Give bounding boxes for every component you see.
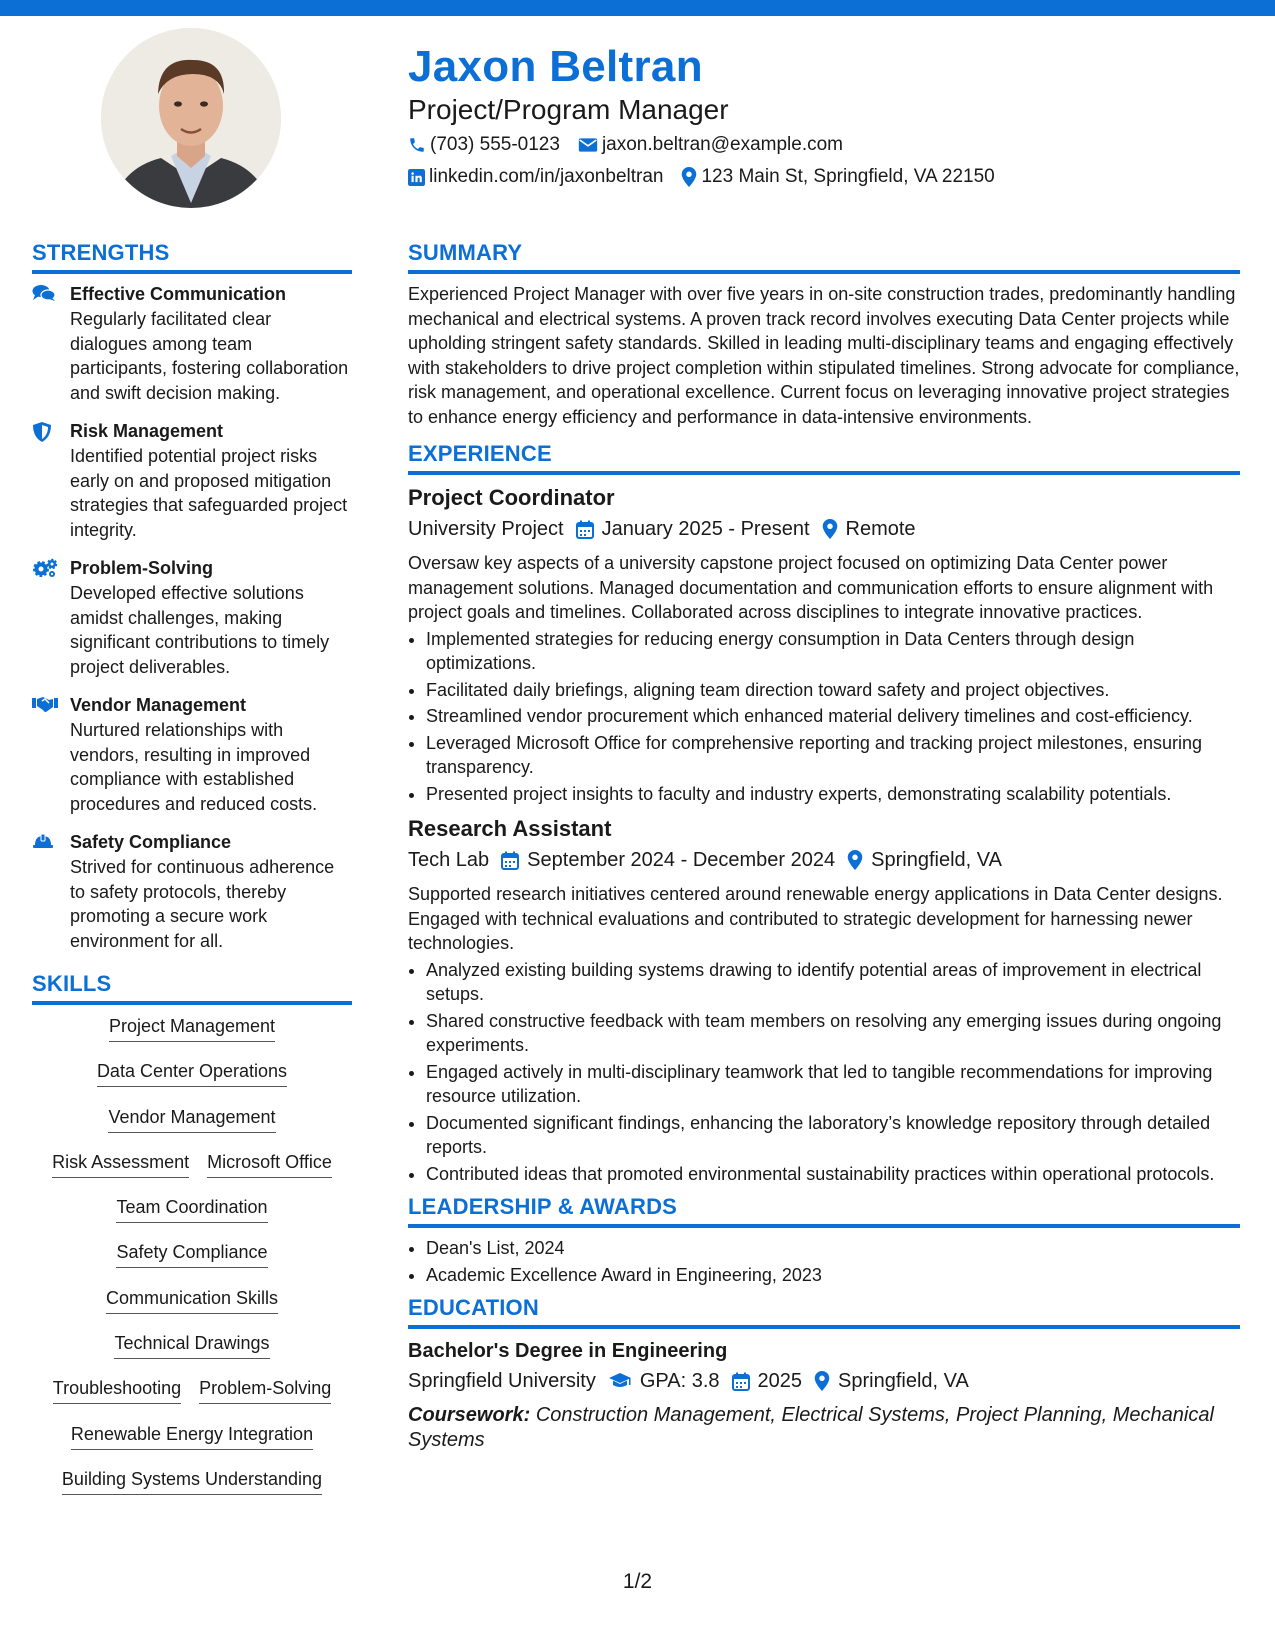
map-pin-icon (814, 1371, 830, 1391)
skills-section (32, 971, 352, 1511)
job-bullets (408, 958, 1240, 1187)
job-meta (408, 844, 1240, 876)
email-text: jaxon.beltran@example.com (601, 134, 844, 155)
award-item: • Academic Excellence Award in Engineering, 2023 (426, 1263, 1240, 1288)
contact-row-2 (408, 166, 1013, 188)
job-title: Project Coordinator (408, 485, 615, 510)
strength-title: Vendor Management (70, 695, 247, 715)
phone-contact[interactable] (408, 134, 560, 156)
skill-tag: Problem-Solving (199, 1375, 331, 1404)
job-bullet: • Leveraged Microsoft Office for comprehensive reporting and tracking project milestones, ensuring transparency. (426, 731, 1240, 780)
education-heading: EDUCATION (408, 1295, 1240, 1329)
strength-title: Risk Management (70, 421, 224, 441)
graduation-year: 2025 (757, 1370, 803, 1392)
job-bullets (408, 627, 1240, 807)
summary-heading: SUMMARY (408, 240, 1240, 274)
strength-title: Problem-Solving (70, 558, 214, 578)
handshake-icon (32, 695, 58, 713)
experience-heading: EXPERIENCE (408, 441, 1240, 475)
candidate-title: Project/Program Manager (408, 94, 729, 125)
profile-photo (101, 28, 281, 208)
address-text: 123 Main St, Springfield, VA 22150 (701, 166, 995, 187)
strength-desc: Identified potential project risks early on and proposed mitigation strategies that safeguarded project integrity. (70, 446, 348, 540)
strength-desc: Regularly facilitated clear dialogues among team participants, fostering collaboration and swift decision making. (70, 309, 349, 403)
job-title: Research Assistant (408, 816, 612, 841)
school-location: Springfield, VA (838, 1370, 969, 1392)
skill-tag: Safety Compliance (116, 1239, 267, 1268)
job-dates: January 2025 - Present (601, 518, 810, 540)
left-column (32, 240, 352, 1511)
job-bullet: • Implemented strategies for reducing energy consumption in Data Centers through design optimizations. (426, 627, 1240, 676)
job-description: Oversaw key aspects of a university capstone project focused on optimizing Data Center power management solutions. Managed documentation and communication efforts to ensure alignment with project goals and timelines. Collaborated across disciplines to integrate innovative practices. (408, 553, 1214, 622)
linkedin-icon (408, 169, 425, 186)
skill-tag: Troubleshooting (53, 1375, 181, 1404)
calendar-icon (732, 1372, 750, 1391)
coursework (408, 1403, 1240, 1453)
envelope-icon (578, 137, 598, 153)
school-name: Springfield University (408, 1370, 596, 1392)
address-contact (681, 166, 994, 188)
strength-item (32, 419, 352, 542)
strength-item (32, 830, 352, 953)
skill-tag: Vendor Management (108, 1104, 275, 1133)
job-bullet: • Shared constructive feedback with team members on resolving any emerging issues during ongoing experiments. (426, 1009, 1240, 1058)
linkedin-contact[interactable] (408, 166, 663, 188)
candidate-name: Jaxon Beltran (408, 42, 703, 91)
awards-list (408, 1236, 1240, 1287)
email-contact[interactable] (578, 134, 843, 156)
strength-desc: Developed effective solutions amidst challenges, making significant contributions to timely project deliverables. (70, 583, 330, 677)
skill-tag: Communication Skills (106, 1285, 278, 1314)
job-bullet: • Streamlined vendor procurement which enhanced material delivery timelines and cost-efficiency. (426, 704, 1240, 729)
skills-list (32, 1013, 352, 1511)
right-column (408, 240, 1240, 1453)
strength-desc: Strived for continuous adherence to safety protocols, thereby promoting a secure work environment for all. (70, 857, 335, 951)
job-location: Springfield, VA (871, 849, 1002, 871)
skill-tag: Data Center Operations (97, 1058, 287, 1087)
degree-title: Bachelor's Degree in Engineering (408, 1340, 728, 1362)
award-item: • Dean's List, 2024 (426, 1236, 1240, 1261)
job-bullet: • Analyzed existing building systems drawing to identify potential areas of improvement in electrical setups. (426, 958, 1240, 1007)
contact-row-1 (408, 134, 861, 156)
skill-tag: Renewable Energy Integration (71, 1421, 313, 1450)
coursework-label: Coursework: (408, 1404, 531, 1426)
job-bullet: • Presented project insights to faculty and industry experts, demonstrating scalability potentials. (426, 782, 1240, 807)
map-pin-icon (822, 519, 838, 539)
shield-icon (32, 421, 52, 443)
strengths-list (32, 282, 352, 953)
job-org: University Project (408, 518, 564, 540)
map-pin-icon (681, 167, 697, 187)
job-bullet: • Contributed ideas that promoted environmental sustainability practices within operational protocols. (426, 1162, 1240, 1187)
skill-tag: Team Coordination (116, 1194, 267, 1223)
strength-item (32, 556, 352, 679)
page-number: 1/2 (622, 1570, 653, 1593)
strength-item (32, 282, 352, 405)
skills-heading: SKILLS (32, 971, 352, 1005)
skill-tag: Project Management (109, 1013, 275, 1042)
skill-tag: Technical Drawings (114, 1330, 269, 1359)
job-description: Supported research initiatives centered around renewable energy applications in Data Center designs. Engaged with technical evaluations and contributed to strategic development for harnessing newer technologies. (408, 884, 1223, 953)
summary-text: Experienced Project Manager with over five years in on-site construction trades, predominantly handling mechanical and electrical systems. A proven track record involves executing Data Center projects while upholding stringent safety standards. Skilled in leading multi-disciplinary teams and engaging effectively with stakeholders to drive project completion within stipulated timelines. Strong advocate for compliance, risk management, and operational excellence. Current focus on leveraging innovative project strategies to enhance energy efficiency and performance in data-intensive environments. (408, 284, 1240, 427)
gears-icon (32, 558, 58, 578)
job-location: Remote (845, 518, 916, 540)
job-org: Tech Lab (408, 849, 490, 871)
coursework-list: Construction Management, Electrical Systems, Project Planning, Mechanical Systems (408, 1404, 1214, 1451)
linkedin-text: linkedin.com/in/jaxonbeltran (429, 166, 664, 187)
comments-icon (32, 284, 56, 302)
job-meta (408, 513, 1240, 545)
strength-desc: Nurtured relationships with vendors, resulting in improved compliance with established procedures and reduced costs. (70, 720, 318, 814)
strengths-heading: STRENGTHS (32, 240, 352, 274)
skill-tag: Microsoft Office (207, 1149, 332, 1178)
phone-text: (703) 555-0123 (430, 134, 560, 155)
phone-icon (408, 136, 426, 154)
map-pin-icon (847, 850, 863, 870)
strength-title: Effective Communication (70, 284, 287, 304)
skill-tag: Risk Assessment (52, 1149, 189, 1178)
awards-heading: LEADERSHIP & AWARDS (408, 1194, 1240, 1228)
graduation-cap-icon (608, 1372, 632, 1390)
gpa-text: GPA: 3.8 (639, 1370, 720, 1392)
job-bullet: • Facilitated daily briefings, aligning team direction toward safety and project objectives. (426, 678, 1240, 703)
calendar-icon (576, 520, 594, 539)
calendar-icon (501, 851, 519, 870)
job-bullet: • Engaged actively in multi-disciplinary teamwork that led to tangible recommendations for improving resource utilization. (426, 1060, 1240, 1109)
job-entry (408, 483, 1240, 806)
hard-hat-icon (32, 832, 54, 850)
strength-item (32, 693, 352, 816)
education-meta (408, 1365, 1240, 1397)
job-bullet: • Documented significant findings, enhancing the laboratory’s knowledge repository through detailed reports. (426, 1111, 1240, 1160)
strength-title: Safety Compliance (70, 832, 232, 852)
skill-tag: Building Systems Understanding (62, 1466, 322, 1495)
job-dates: September 2024 - December 2024 (527, 849, 836, 871)
job-entry (408, 814, 1240, 1186)
top-accent-bar (0, 0, 1275, 16)
